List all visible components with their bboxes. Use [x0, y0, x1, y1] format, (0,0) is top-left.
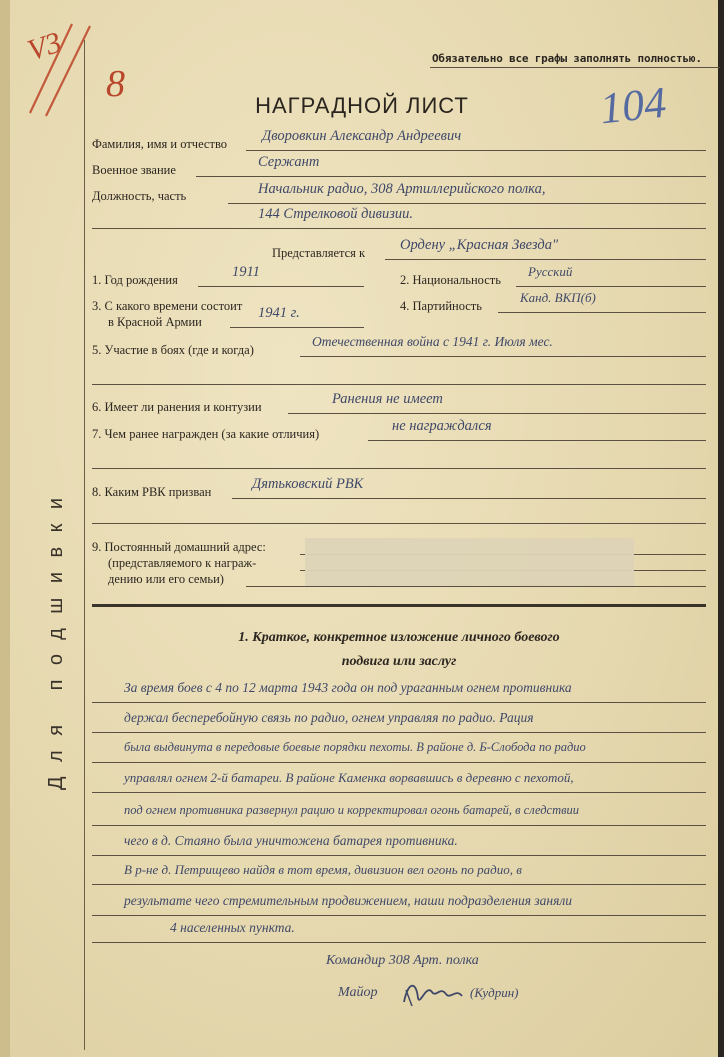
- birth-year-value: 1911: [232, 264, 260, 280]
- awards-value: не награждался: [392, 418, 492, 434]
- wounds-label: 6. Имеет ли ранения и контузии: [92, 400, 262, 414]
- presented-underline: [385, 259, 706, 260]
- address-label-3: дению или его семьи): [108, 572, 224, 586]
- position-value-line1: Начальник радио, 308 Артиллерийского полка,: [258, 181, 546, 197]
- army-since-label-2: в Красной Армии: [108, 315, 202, 329]
- number-blue-mark: 104: [597, 77, 669, 134]
- nationality-label: 2. Национальность: [400, 273, 501, 287]
- name-underline: [246, 150, 706, 151]
- rank-value: Сержант: [258, 154, 320, 170]
- narrative-underline: [92, 915, 706, 916]
- position-underline-2: [92, 228, 706, 229]
- presented-value: Ордену „Красная Звезда": [400, 237, 559, 253]
- notice-underline: [430, 67, 720, 68]
- rvk-value: Дятьковский РВК: [252, 476, 364, 492]
- party-label: 4. Партийность: [400, 299, 482, 313]
- narrative-line: За время боев с 4 по 12 марта 1943 года он под ураганным огнем противника: [124, 680, 572, 695]
- rank-underline: [196, 176, 706, 177]
- army-since-value: 1941 г.: [258, 305, 300, 321]
- rvk-label: 8. Каким РВК призван: [92, 485, 212, 499]
- position-underline-1: [228, 203, 706, 204]
- paper-edge-left: [0, 0, 10, 1057]
- narrative-line: результате чего стремительным продвижением, наши подразделения заняли: [124, 893, 573, 908]
- rvk-underline-1: [232, 498, 706, 499]
- narrative-line: чего в д. Стаяно была уничтожена батарея противника.: [124, 833, 458, 848]
- commander-rank: Майор: [338, 985, 378, 1000]
- awards-underline-1: [368, 440, 706, 441]
- margin-line: [84, 40, 85, 1050]
- section-title-line2: подвига или заслуг: [341, 654, 457, 669]
- address-label-2: (представляемого к награж-: [108, 556, 257, 570]
- narrative-line: управлял огнем 2-й батареи. В районе Каменка ворвавшись в деревню с пехотой,: [124, 770, 574, 785]
- awards-underline-2: [92, 468, 706, 469]
- narrative-line: держал бесперебойную связь по радио, огнем управляя по радио. Рация: [124, 710, 534, 725]
- name-label: Фамилия, имя и отчество: [92, 137, 228, 151]
- awards-label: 7. Чем ранее награжден (за какие отличия): [92, 427, 320, 441]
- wounds-underline: [288, 413, 706, 414]
- narrative-underline: [92, 732, 706, 733]
- battles-label: 5. Участие в боях (где и когда): [92, 343, 254, 357]
- narrative-line: под огнем противника развернул рацию и корректировал огонь батарей, в следствии: [124, 803, 580, 817]
- narrative-underline: [92, 884, 706, 885]
- rvk-underline-2: [92, 523, 706, 524]
- address-underline-3: [246, 586, 706, 587]
- redacted-address: [305, 538, 634, 586]
- narrative-underline: [92, 792, 706, 793]
- narrative-line: В р-не д. Петрищево найдя в тот время, дивизион вел огонь по радио, в: [124, 862, 522, 877]
- narrative-underline: [92, 762, 706, 763]
- narrative-line: 4 населенных пункта.: [170, 920, 295, 935]
- narrative-underline: [92, 855, 706, 856]
- section-divider: [92, 604, 706, 607]
- battles-underline-1: [300, 356, 706, 357]
- narrative-line: была выдвинута в передовые боевые порядки пехоты. В районе д. Б-Слобода по радио: [124, 740, 586, 754]
- nationality-underline: [516, 286, 706, 287]
- presented-label: Представляется к: [272, 246, 366, 260]
- number-red-mark: 8: [106, 63, 125, 105]
- party-underline: [498, 312, 706, 313]
- rank-label: Военное звание: [92, 163, 176, 177]
- army-since-label-1: 3. С какого времени состоит: [92, 299, 243, 313]
- name-value: Дворовкин Александр Андреевич: [262, 128, 462, 144]
- battles-value: Отечественная война с 1941 г. Июля мес.: [312, 334, 553, 349]
- narrative-underline: [92, 702, 706, 703]
- position-value-line2: 144 Стрелковой дивизии.: [258, 206, 413, 222]
- birth-year-label: 1. Год рождения: [92, 273, 178, 287]
- nationality-value: Русский: [528, 264, 573, 279]
- address-label-1: 9. Постоянный домашний адрес:: [92, 540, 266, 554]
- commander-line: Командир 308 Арт. полка: [326, 953, 479, 968]
- side-binding-label: Для подшивки: [45, 483, 67, 790]
- signature-name: (Кудрин): [470, 985, 519, 1000]
- document-title: НАГРАДНОЙ ЛИСТ: [255, 93, 469, 118]
- position-label: Должность, часть: [92, 189, 187, 203]
- corner-red-mark: V3: [23, 25, 66, 68]
- section-title-line1: 1. Краткое, конкретное изложение личного боевого: [238, 630, 560, 645]
- signature-scribble: [398, 976, 468, 1010]
- birth-year-underline: [198, 286, 364, 287]
- narrative-underline: [92, 825, 706, 826]
- paper-edge-right: [718, 0, 724, 1057]
- narrative-underline: [92, 942, 706, 943]
- mandatory-notice: Обязательно все графы заполнять полностью.: [432, 52, 702, 65]
- wounds-value: Ранения не имеет: [332, 391, 443, 407]
- army-since-underline: [230, 327, 364, 328]
- battles-underline-2: [92, 384, 706, 385]
- party-value: Канд. ВКП(б): [520, 290, 596, 305]
